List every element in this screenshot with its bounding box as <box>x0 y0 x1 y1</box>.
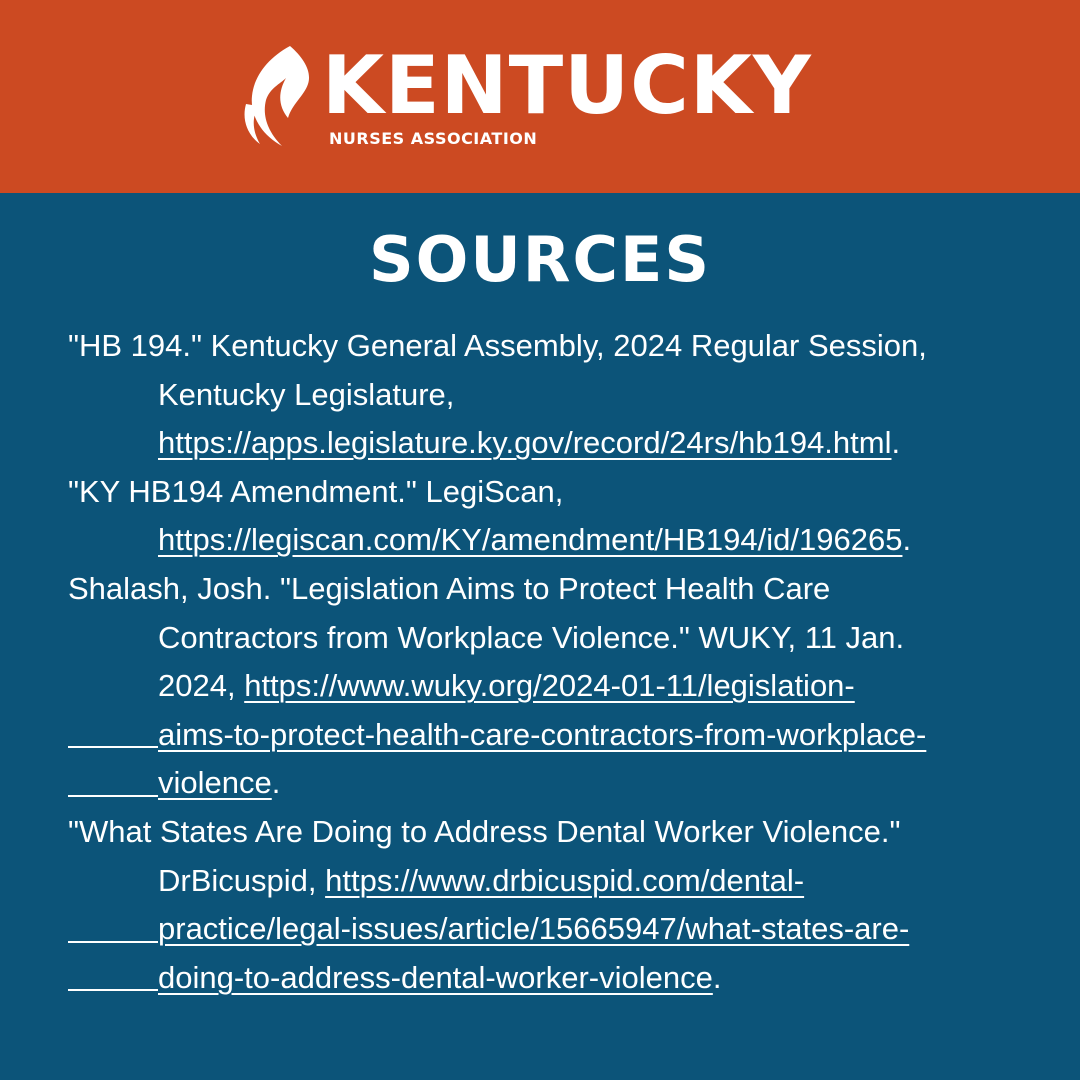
header-banner <box>0 0 1080 193</box>
source-4-link-cont[interactable]: practice/legal-issues/article/15665947/what-states-are- <box>158 911 910 947</box>
source-4-link[interactable]: https://www.drbicuspid.com/dental- <box>325 862 805 898</box>
indent-rule <box>68 989 158 991</box>
source-3-link[interactable]: https://www.wuky.org/2024-01-11/legislation- <box>244 668 855 704</box>
flame-icon <box>238 44 322 148</box>
source-4-link-end[interactable]: doing-to-address-dental-worker-violence <box>158 959 713 995</box>
source-4-line-2 <box>68 857 1048 906</box>
source-1-line-3 <box>68 419 1048 468</box>
source-4-line-1 <box>68 808 1048 857</box>
source-2-link[interactable]: https://legiscan.com/KY/amendment/HB194/id/196265 <box>158 522 903 558</box>
citation-period: . <box>712 959 722 995</box>
source-2-line-2 <box>68 516 1048 565</box>
citation-text: "KY HB194 Amendment." LegiScan, <box>68 473 564 509</box>
citation-text: DrBicuspid, <box>158 862 326 898</box>
source-3-link-cont[interactable]: aims-to-protect-health-care-contractors-from-workplace- <box>158 716 927 752</box>
indent-rule <box>68 941 158 943</box>
citation-text: Contractors from Workplace Violence." WUKY, 11 Jan. <box>158 619 905 655</box>
source-4-line-4 <box>68 954 1048 1003</box>
citation-text: "HB 194." Kentucky General Assembly, 2024 Regular Session, <box>68 328 927 363</box>
sources-list <box>68 322 1048 1002</box>
source-3-line-5 <box>68 759 1048 808</box>
source-1-line-2 <box>68 371 1048 420</box>
indent-rule <box>68 746 158 748</box>
source-4-line-3 <box>68 905 1048 954</box>
source-3-line-4 <box>68 711 1048 760</box>
citation-text: "What States Are Doing to Address Dental Worker Violence." <box>68 813 901 849</box>
source-2-line-1 <box>68 468 1048 517</box>
brand-subtitle: NURSES ASSOCIATION <box>329 129 538 148</box>
page-title: SOURCES <box>369 223 711 296</box>
source-3-line-3 <box>68 662 1048 711</box>
citation-text: Kentucky Legislature, <box>158 376 455 412</box>
source-3-line-2 <box>68 614 1048 663</box>
source-3-line-1 <box>68 565 1048 614</box>
citation-period: . <box>891 425 901 461</box>
source-1-link[interactable]: https://apps.legislature.ky.gov/record/24rs/hb194.html <box>158 425 892 461</box>
source-1-line-1 <box>68 322 1048 371</box>
citation-text: 2024, <box>158 668 245 704</box>
citation-period: . <box>902 522 912 558</box>
citation-period: . <box>271 765 281 801</box>
source-3-link-end[interactable]: violence <box>158 765 272 801</box>
citation-text: Shalash, Josh. "Legislation Aims to Protect Health Care <box>68 570 831 606</box>
brand-name: KENTUCKY <box>322 39 812 132</box>
indent-rule <box>68 795 158 797</box>
